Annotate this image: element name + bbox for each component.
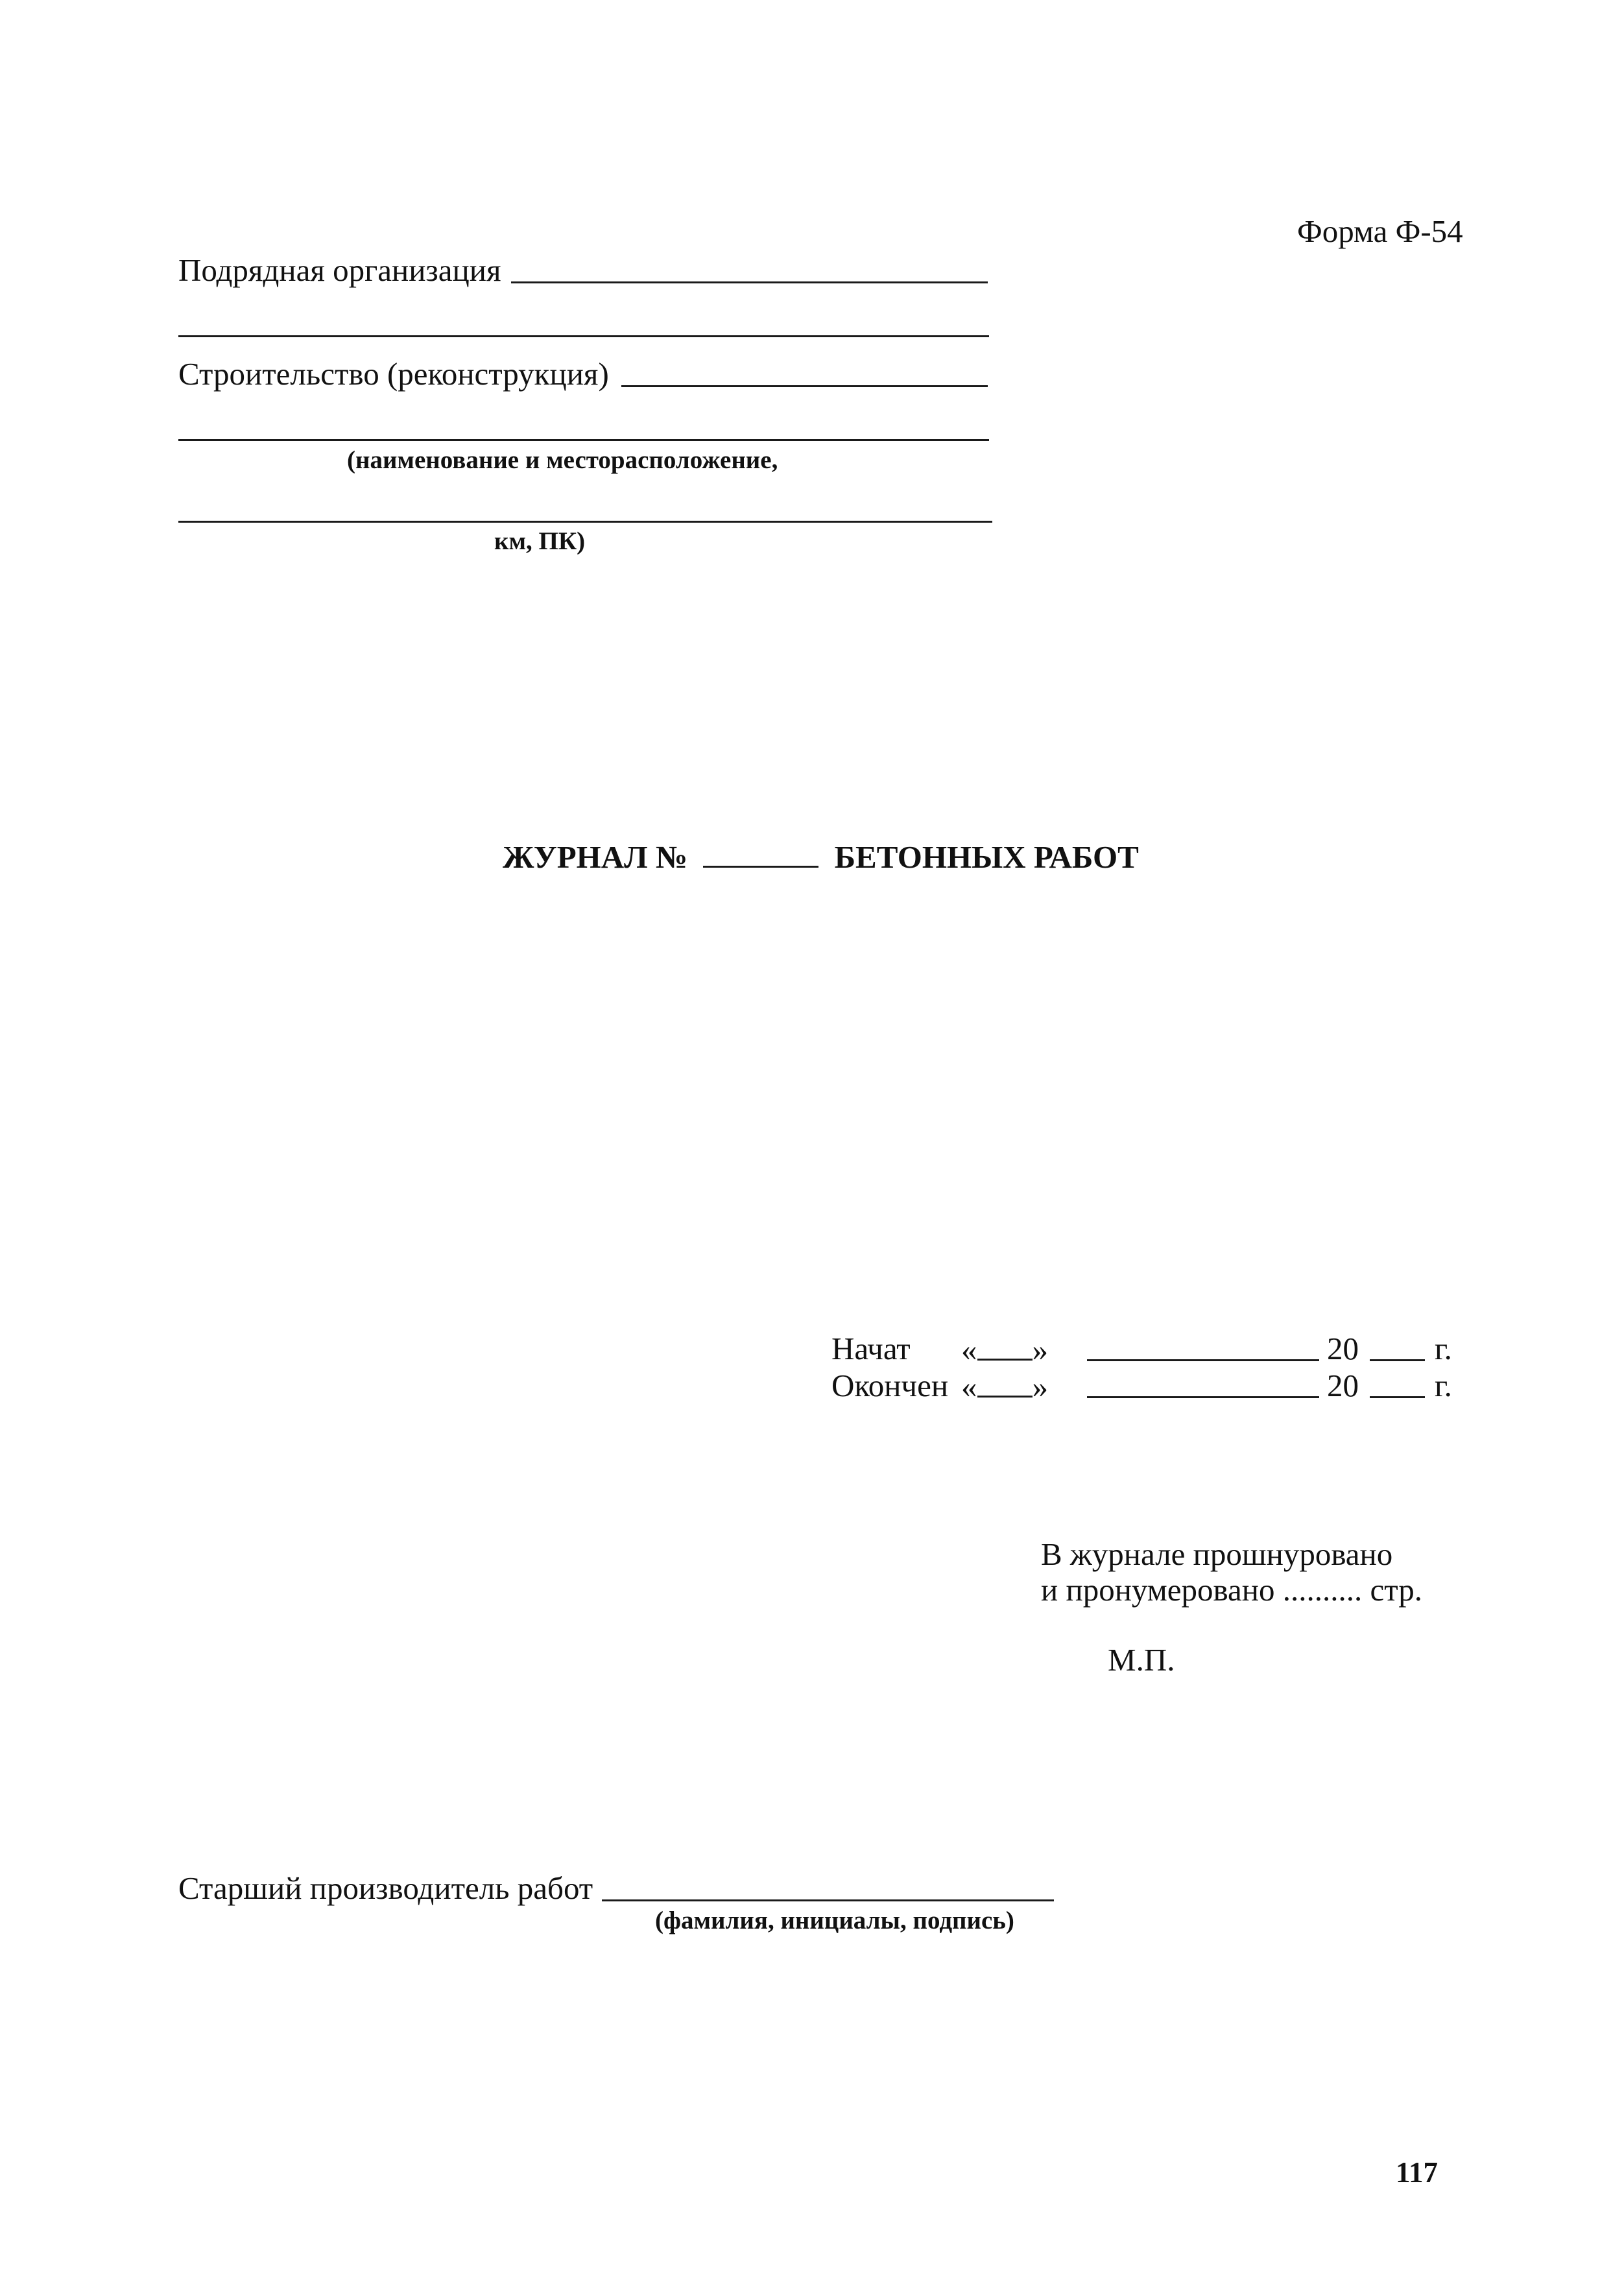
journal-title (503, 840, 1139, 873)
signature-caption: (фамилия, инициалы, подпись) (655, 1907, 1014, 1934)
started-date-row (961, 1333, 1048, 1366)
started-century: 20 (1327, 1331, 1359, 1366)
started-day-field[interactable] (977, 1333, 1033, 1361)
started-label: Начат (831, 1331, 911, 1366)
finished-year-suffix: г. (1435, 1368, 1452, 1403)
journal-title-prefix: ЖУРНАЛ № (503, 839, 688, 875)
form-label: Форма Ф-54 (1297, 213, 1463, 249)
quote-open: « (961, 1332, 977, 1368)
quote-open: « (961, 1369, 977, 1405)
journal-title-suffix: БЕТОННЫХ РАБОТ (834, 839, 1139, 875)
binding-line-2 (1041, 1574, 1422, 1606)
started-year-field[interactable] (1370, 1359, 1425, 1361)
page-number: 117 (1396, 2156, 1439, 2189)
caption-km-pk: км, ПК) (494, 527, 586, 555)
finished-century: 20 (1327, 1368, 1359, 1403)
finished-month-field[interactable] (1087, 1396, 1319, 1398)
contractor-input-line[interactable] (511, 281, 988, 283)
journal-number-field[interactable] (703, 840, 818, 868)
started-month-field[interactable] (1087, 1359, 1319, 1361)
page-count-field[interactable]: .......... (1282, 1572, 1363, 1608)
contractor-input-line-2[interactable] (178, 335, 989, 337)
construction-label: Строительство (реконструкция) (178, 356, 609, 392)
pages-suffix: стр. (1370, 1572, 1423, 1608)
finished-day-field[interactable] (977, 1370, 1033, 1398)
finished-label: Окончен (831, 1368, 949, 1403)
quote-close: » (1032, 1369, 1048, 1405)
seal-place: М.П. (1108, 1642, 1175, 1678)
quote-close: » (1032, 1332, 1048, 1368)
binding-line-1: В журнале прошнуровано (1041, 1536, 1393, 1572)
finished-date-row (961, 1370, 1048, 1403)
binding-line-2-prefix: и пронумеровано (1041, 1572, 1275, 1608)
construction-input-line[interactable] (621, 385, 988, 387)
finished-year-field[interactable] (1370, 1396, 1425, 1398)
signature-input-line[interactable] (602, 1899, 1054, 1901)
signature-label: Старший производитель работ (178, 1870, 593, 1906)
location-input-line[interactable] (178, 521, 992, 523)
contractor-label: Подрядная организация (178, 252, 501, 288)
construction-input-line-2[interactable] (178, 439, 989, 441)
caption-name-location: (наименование и месторасположение, (347, 446, 778, 474)
started-year-suffix: г. (1435, 1331, 1452, 1366)
